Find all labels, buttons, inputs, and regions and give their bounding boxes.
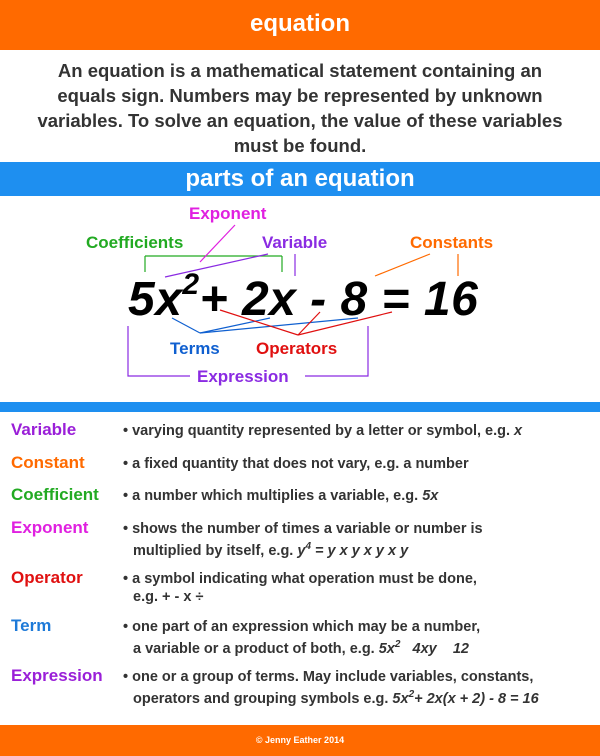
section-title: parts of an equation	[185, 165, 415, 192]
label-expression: Expression	[197, 367, 289, 386]
definition-desc: • one or a group of terms. May include variables, constants, operators and grouping symbols e.g. $5x^2+ 2x(x + 2) - 8 = 16$	[123, 669, 539, 707]
label-terms: Terms	[170, 339, 220, 358]
definition-desc: • a symbol indicating what operation must be done, e.g. + - x ÷	[123, 571, 477, 605]
label-variable: Variable	[262, 233, 328, 252]
definition-desc: • varying quantity represented by a letter or symbol, e.g. x	[123, 423, 523, 439]
label-operators: Operators	[256, 339, 338, 358]
definition-term: Constant	[11, 453, 85, 472]
footer-bar	[0, 725, 600, 756]
divider-bar	[0, 402, 600, 412]
definition-term: Coefficient	[11, 485, 99, 504]
definition-term: Term	[11, 616, 52, 635]
definition-term: Expression	[11, 666, 103, 685]
label-exponent: Exponent	[189, 204, 267, 223]
equation-exponent: 2	[182, 268, 200, 301]
definition-term: Exponent	[11, 518, 89, 537]
label-constants: Constants	[410, 233, 494, 252]
copyright-text: © Jenny Eather 2014	[255, 735, 345, 745]
page-title: equation	[250, 10, 350, 37]
definition-desc: • shows the number of times a variable or number is multiplied by itself, e.g. $y^4 = y$ x y x y x y	[123, 521, 483, 559]
definition-desc: • a fixed quantity that does not vary, e.g. a number	[123, 456, 469, 472]
equation-term-1: 5x	[128, 273, 183, 326]
intro-text: An equation is a mathematical statement containing an equals sign. Numbers may be represented by unknown variables. To solve an equation, the value of these variables must be found.	[37, 60, 563, 156]
definition-desc: • one part of an expression which may be a number, a variable or a product of both, e.g. $5x^2$ 4xy 12	[123, 619, 481, 657]
definition-term: Operator	[11, 568, 83, 587]
equation	[128, 268, 479, 327]
definition-desc: • a number which multiplies a variable, e.g. 5x	[123, 488, 439, 504]
definition-term: Variable	[11, 420, 77, 439]
equation-rest: + 2x - 8 = 16	[199, 273, 479, 326]
label-coefficients: Coefficients	[86, 233, 184, 252]
